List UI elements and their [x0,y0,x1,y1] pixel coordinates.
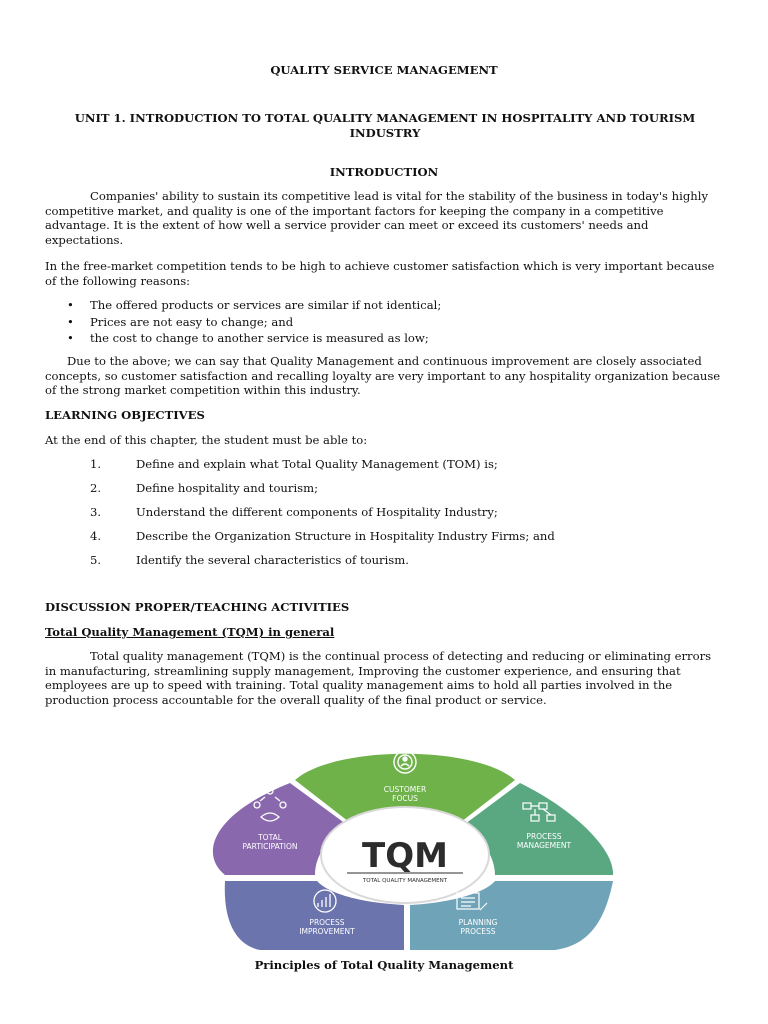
list-item: • The offered products or services are similar if not identical; [45,298,725,315]
planning-process-label-1: PLANNING [458,918,498,927]
tqm-center-title: TQM [362,836,448,876]
tqm-principles-diagram [195,735,620,955]
learning-objectives-heading: LEARNING OBJECTIVES [45,408,205,422]
planning-process-label-2: PROCESS [460,927,496,936]
intro-paragraph-1: Companies' ability to sustain its competitive lead is vital for the stability of the business in today's highly competitive market, and quality is one of the important factors for keeping the company in a competitive advantage. It is the extent of how well a service provider can meet or exceed its customers' needs and expectations. [45,189,708,247]
tqm-paragraph: Total quality management (TQM) is the continual process of detecting and reducing or eliminating errors in manufacturing, streamlining supply management, Improving the customer experience, and ensuring that employees are up to speed with training. Total quality management aims to hold all parties involved in the production process accountable for the overall quality of the final product or service. [45,649,712,707]
total-participation-label-1: TOTAL [258,833,282,842]
item-text: Identify the several characteristics of tourism. [136,553,409,567]
intro-paragraph-2: In the free-market competition tends to be high to achieve customer satisfaction which is very important because of the following reasons: [45,259,715,288]
list-item [90,505,555,529]
item-number: 4. [90,529,102,543]
objectives-list [90,457,555,577]
list-item [90,457,555,481]
total-participation-label-2: PARTICIPATION [242,842,298,851]
item-text: Describe the Organization Structure in Hospitality Industry Firms; and [136,529,555,543]
tqm-subheading: Total Quality Management (TQM) in general [45,625,335,639]
list-item [90,529,555,553]
process-improvement-label-2: IMPROVEMENT [299,927,355,936]
customer-focus-label-1: CUSTOMER [383,785,427,794]
list-item: • Prices are not easy to change; and [45,315,725,332]
discussion-heading: DISCUSSION PROPER/TEACHING ACTIVITIES [45,600,350,614]
list-item: • the cost to change to another service is measured as low; [45,331,725,348]
item-text: Define and explain what Total Quality Management (TOM) is; [136,457,498,471]
customer-focus-label-2: FOCUS [392,794,418,803]
process-management-label-1: PROCESS [526,832,562,841]
list-item [90,553,555,577]
introduction-heading: INTRODUCTION [329,165,439,179]
intro-paragraph-3: Due to the above; we can say that Quality Management and continuous improvement are closely associated concepts, so customer satisfaction and recalling loyalty are very important to any hospitality organization because of the strong market competition within this industry. [45,354,721,398]
reasons-list [45,298,725,348]
item-text: Define hospitality and tourism; [136,481,319,495]
item-number: 5. [90,553,102,567]
tqm-center-subtitle: TOTAL QUALITY MANAGEMENT [362,878,448,884]
process-improvement-label-1: PROCESS [309,918,345,927]
objectives-intro: At the end of this chapter, the student must be able to: [45,433,368,447]
item-number: 1. [90,457,102,471]
list-item [90,481,555,505]
item-number: 3. [90,505,102,519]
item-number: 2. [90,481,102,495]
item-text: Understand the different components of Hospitality Industry; [136,505,498,519]
figure-caption: Principles of Total Quality Management [254,958,514,972]
process-management-label-2: MANAGEMENT [516,841,572,850]
course-title: QUALITY SERVICE MANAGEMENT [270,63,498,77]
unit-title: UNIT 1. INTRODUCTION TO TOTAL QUALITY MANAGEMENT IN HOSPITALITY AND TOURISM INDUSTRY [74,111,696,140]
